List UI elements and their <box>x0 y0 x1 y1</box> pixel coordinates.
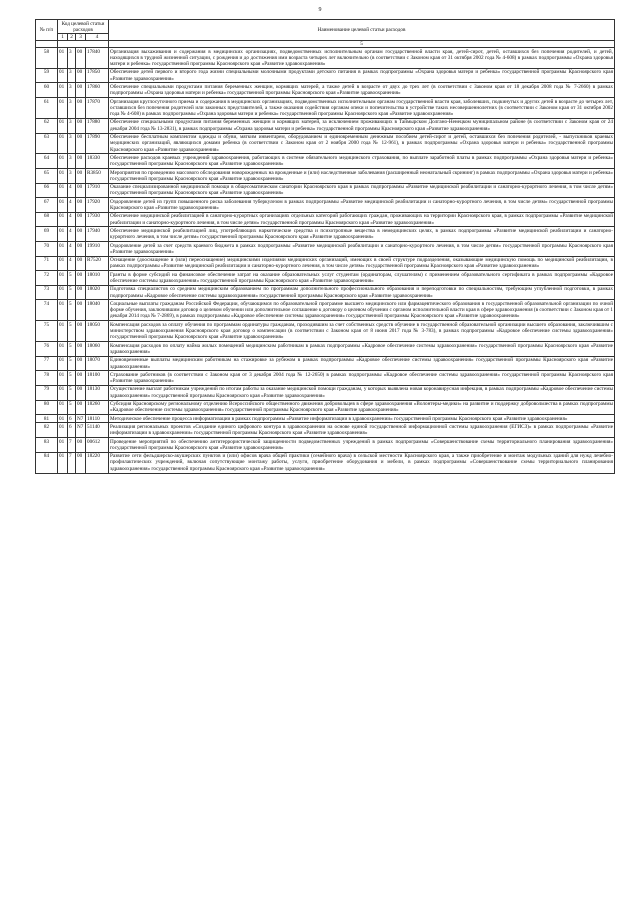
code-direction: 00 <box>76 48 86 69</box>
code-item: 17840 <box>86 48 109 69</box>
code-subprogram: 5 <box>68 385 76 400</box>
code-program: 01 <box>58 118 68 133</box>
code-direction: 00 <box>76 400 86 415</box>
code-subprogram: 3 <box>68 118 76 133</box>
row-number: 58 <box>36 48 58 69</box>
table-row <box>36 415 615 423</box>
col-number-1: 1 <box>58 34 68 41</box>
table-header-row <box>36 20 615 34</box>
row-number: 61 <box>36 98 58 119</box>
col-number-3: 3 <box>76 34 86 41</box>
table-row <box>36 98 615 119</box>
table-row <box>36 438 615 453</box>
code-program: 01 <box>58 321 68 342</box>
row-description: Социальные выплаты гражданам Российской Федерации, обучающимся по образовательной программе высшего медицинского или фармацевтического образования в государственной образовательной организации по очной форме обучения, заключившим договор о целевом обучении или дополнительное соглашение к договору о целевом обучении с органом исполнительной власти края в сфере здравоохранения (в соответствии с Законом края от 1 декабря 2014 года № 7-2869), в рамках подпрограммы «Кадровое обеспечение системы здравоохранения» государственной программы Красноярского края «Развитие здравоохранения» <box>110 300 613 320</box>
code-direction: 00 <box>76 285 86 300</box>
code-program: 01 <box>58 133 68 154</box>
table-row <box>36 133 615 154</box>
table-row <box>36 83 615 98</box>
code-item: 17930 <box>86 212 109 227</box>
header-number: № п/п <box>36 20 58 41</box>
code-program: 01 <box>58 256 68 271</box>
row-number: 73 <box>36 285 58 300</box>
code-subprogram: 3 <box>68 98 76 119</box>
row-number: 84 <box>36 452 58 473</box>
row-number: 69 <box>36 227 58 242</box>
col-number-4: 4 <box>86 34 109 41</box>
code-program: 01 <box>58 385 68 400</box>
table-column-number-row <box>36 41 615 48</box>
code-program: 01 <box>58 438 68 453</box>
code-item: R7520 <box>86 256 109 271</box>
budget-classification-table <box>35 19 615 474</box>
code-direction: 00 <box>76 183 86 198</box>
code-program: 01 <box>58 415 68 423</box>
row-description: Обеспечение медицинской реабилитацией в санаторно-курортных организациях отдельных категорий работающих граждан, проживающих на территории Красноярского края, в рамках подпрограммы «Развитие медицинской реабилитации и санаторно-курортного лечения, в том числе детям» государственной программы Красноярского края «Развитие здравоохранения» <box>110 213 613 226</box>
code-direction: N7 <box>76 423 86 438</box>
table-row <box>36 212 615 227</box>
code-program: 01 <box>58 183 68 198</box>
table-row <box>36 400 615 415</box>
table-row <box>36 321 615 342</box>
code-item: 18220 <box>86 452 109 473</box>
row-number: 74 <box>36 300 58 321</box>
code-subprogram: 4 <box>68 227 76 242</box>
code-program: 01 <box>58 48 68 69</box>
code-item: 18330 <box>86 154 109 169</box>
code-item: 17940 <box>86 227 109 242</box>
code-item: 17850 <box>86 68 109 83</box>
code-subprogram: 7 <box>68 438 76 453</box>
code-subprogram: 6 <box>68 423 76 438</box>
row-number: 59 <box>36 68 58 83</box>
row-number: 81 <box>36 415 58 423</box>
code-subprogram: 3 <box>68 154 76 169</box>
row-description: Методическое обеспечение процесса информатизации в рамках подпрограммы «Развитие информатизации в здравоохранении» государственной программы Красноярского края «Развитие здравоохранения» <box>109 415 615 423</box>
row-description: Обеспечение расходов краевых учреждений здравоохранения, работающих в системе обязательного медицинского страхования, по выплате заработной платы в рамках подпрограммы «Охрана здоровья матери и ребенка» государственной программы Красноярского края «Развитие здравоохранения» <box>110 154 613 168</box>
row-description: Обеспечение медицинской реабилитацией лиц, употребляющих наркотические средства и психотропные вещества в немедицинских целях, в рамках подпрограммы «Развитие медицинской реабилитации и санаторно-курортного лечения, в том числе детям» государственной программы Красноярского края «Развитие здравоохранения» <box>110 227 613 241</box>
code-direction: 00 <box>76 342 86 357</box>
row-number: 79 <box>36 385 58 400</box>
code-item: 19910 <box>86 242 109 257</box>
header-name: Наименование целевой статьи расходов <box>109 20 615 41</box>
row-number: 75 <box>36 321 58 342</box>
code-program: 01 <box>58 423 68 438</box>
code-program: 01 <box>58 242 68 257</box>
code-item: 18130 <box>86 385 109 400</box>
code-item: 00612 <box>86 438 109 453</box>
code-subprogram: 5 <box>68 400 76 415</box>
code-direction: 00 <box>76 198 86 213</box>
code-direction: 00 <box>76 118 86 133</box>
code-direction: 00 <box>76 452 86 473</box>
row-description: Компенсация расходов за оплату обучения по программам ординатуры гражданам, проходившим за счет собственных средств обучение в государственной образовательной организации высшего образования, заключившим с министерством здравоохранения Красноярского края договор о компенсации (в соответствии с Законом края от 8 июня 2017 года № 3-783), в рамках подпрограммы «Кадровое обеспечение системы здравоохранения» государственной программы Красноярского края «Развитие здравоохранения» <box>110 321 613 341</box>
code-item: 18070 <box>86 356 109 371</box>
code-item: 18050 <box>86 321 109 342</box>
code-program: 01 <box>58 452 68 473</box>
row-number: 78 <box>36 371 58 386</box>
code-program: 01 <box>58 300 68 321</box>
row-description: Развитие сети фельдшерско-акушерских пунктов и (или) офисов врача общей практики (семейного врача) в сельской местности Красноярского края, а также приобретение и монтаж модульных зданий для нужд лечебно-профилактических учреждений, включая сопутствующие монтажу работы, услуги, приобретение оборудования и мебели, в рамках подпрограммы «Совершенствование схемы территориального планирования здравоохранения» государственной программы Красноярского края «Развитие здравоохранения» <box>110 453 613 472</box>
code-direction: 00 <box>76 256 86 271</box>
code-program: 01 <box>58 169 68 184</box>
code-item: 18060 <box>86 342 109 357</box>
code-program: 01 <box>58 342 68 357</box>
row-number: 66 <box>36 183 58 198</box>
code-subprogram: 4 <box>68 212 76 227</box>
table-row <box>36 342 615 357</box>
code-subprogram: 5 <box>68 371 76 386</box>
row-description: Обеспечение детей первого и второго года жизни специальными молочными продуктами детского питания в рамках подпрограммы «Охрана здоровья матери и ребенка» государственной программы Красноярского края «Развитие здравоохранения» <box>110 69 613 82</box>
code-item: 18010 <box>86 271 109 286</box>
row-number: 63 <box>36 133 58 154</box>
row-number: 70 <box>36 242 58 257</box>
code-program: 01 <box>58 271 68 286</box>
code-item: 17870 <box>86 98 109 119</box>
table-row <box>36 356 615 371</box>
code-subprogram: 3 <box>68 48 76 69</box>
row-number: 83 <box>36 438 58 453</box>
table-row <box>36 183 615 198</box>
code-direction: 00 <box>76 271 86 286</box>
table-row <box>36 452 615 473</box>
code-subprogram: 4 <box>68 183 76 198</box>
header-code: Код целевой статьи расходов <box>58 20 109 34</box>
code-subprogram: 5 <box>68 342 76 357</box>
code-direction: 00 <box>76 154 86 169</box>
row-description: Реализация региональных проектов «Создание единого цифрового контура в здравоохранении на основе единой государственной информационной системы здравоохранения (ЕГИСЗ)» в рамках подпрограммы «Развитие информатизации в здравоохранении» государственной программы Красноярского края «Развитие здравоохранения» <box>110 423 613 437</box>
table-body <box>36 48 615 474</box>
code-program: 01 <box>58 198 68 213</box>
row-description: Проведение мероприятий по обеспечению антитеррористической защищенности подведомственных учреждений в рамках подпрограммы «Совершенствование схемы территориального планирования здравоохранения» государственной программы Красноярского края «Развитие здравоохранения» <box>110 438 613 451</box>
row-description: Организация круглосуточного приема и содержания в медицинских организациях, подведомственных исполнительным органам государственной власти края, заболевших, подкинутых и других детей в возрасте до четырех лет, оставшихся без попечения родителей или законных представителей, а также оказания содействия органам опеки и попечительства в устройстве таких несовершеннолетних (в соответствии с Законом края от 31 октября 2002 года № 4-608) в рамках подпрограммы «Охрана здоровья матери и ребенка» государственной программы Красноярского края «Развитие здравоохранения» <box>110 98 613 118</box>
code-program: 01 <box>58 400 68 415</box>
row-number: 60 <box>36 83 58 98</box>
row-description: Оказание специализированной медицинской помощи в общесоматическом санатории Красноярского края в рамках подпрограммы «Развитие медицинской реабилитации и санаторно-курортного лечения, в том числе детям» государственной программы Красноярского края «Развитие здравоохранения» <box>110 184 613 197</box>
code-subprogram: 5 <box>68 271 76 286</box>
table-row <box>36 300 615 321</box>
row-number: 65 <box>36 169 58 184</box>
code-program: 01 <box>58 356 68 371</box>
row-number: 64 <box>36 154 58 169</box>
table-row <box>36 371 615 386</box>
row-description: Обеспечение специальными продуктами питания беременных женщин и кормящих матерей, за исключением проживающих в Таймырском Долгано-Ненецком муниципальном районе (в соответствии с Законом края от 24 декабря 2004 года № 13-2831), в рамках подпрограммы «Охрана здоровья матери и ребенка» государственной программы Красноярского края «Развитие здравоохранения» <box>110 119 613 132</box>
col-number-blank <box>36 41 58 48</box>
code-direction: 00 <box>76 68 86 83</box>
page-number: 9 <box>318 7 322 13</box>
row-number: 80 <box>36 400 58 415</box>
code-program: 01 <box>58 154 68 169</box>
row-description: Подготовка специалистов со средним медицинским образованием по программам дополнительного профессионального образования и переподготовки по специальностям, требующим углубленной подготовки, в рамках подпрограммы «Кадровое обеспечение системы здравоохранения» государственной программы Красноярского края «Развитие здравоохранения» <box>110 286 613 299</box>
row-number: 76 <box>36 342 58 357</box>
row-number: 77 <box>36 356 58 371</box>
code-item: 18100 <box>86 371 109 386</box>
row-description: Оздоровление детей из групп повышенного риска заболевания туберкулезом в рамках подпрограммы «Развитие медицинской реабилитации и санаторно-курортного лечения, в том числе детям» государственной программы Красноярского края «Развитие здравоохранения» <box>110 198 613 212</box>
code-subprogram: 4 <box>68 198 76 213</box>
col-number-blank-span <box>58 41 109 48</box>
code-program: 01 <box>58 227 68 242</box>
code-subprogram: 5 <box>68 300 76 321</box>
code-direction: 00 <box>76 356 86 371</box>
code-subprogram: 5 <box>68 356 76 371</box>
code-program: 01 <box>58 98 68 119</box>
code-item: 17890 <box>86 133 109 154</box>
row-number: 62 <box>36 118 58 133</box>
code-subprogram: 5 <box>68 285 76 300</box>
code-program: 01 <box>58 285 68 300</box>
row-description: Осуществление выплат работникам учреждений по итогам работы за оказание медицинской помощи гражданам, у которых выявлена новая коронавирусная инфекция, в рамках подпрограммы «Кадровое обеспечение системы здравоохранения» государственной программы Красноярского края «Развитие здравоохранения» <box>110 386 613 399</box>
table-row <box>36 227 615 242</box>
table-row <box>36 242 615 257</box>
code-direction: 00 <box>76 227 86 242</box>
code-direction: 00 <box>76 242 86 257</box>
code-program: 01 <box>58 68 68 83</box>
row-number: 68 <box>36 212 58 227</box>
code-direction: 00 <box>76 133 86 154</box>
row-description: Единовременные выплаты медицинским работникам на стажировке за рубежом в рамках подпрограммы «Кадровое обеспечение системы здравоохранения» государственной программы Красноярского края «Развитие здравоохранения» <box>110 357 613 370</box>
code-subprogram: 3 <box>68 68 76 83</box>
table-row <box>36 198 615 213</box>
code-subprogram: 6 <box>68 415 76 423</box>
code-direction: 00 <box>76 83 86 98</box>
row-description: Обеспечение бесплатным комплектом одежды и обуви, мягким инвентарем, оборудованием и единовременным денежным пособием детей-сирот и детей, оставшихся без попечения родителей, - выпускников краевых медицинских организаций, являющихся домами ребенка (в соответствии с Законом края от 2 ноября 2000 года № 12-961), в рамках подпрограммы «Охрана здоровья матери и ребенка» государственной программы Красноярского края «Развитие здравоохранения» <box>110 134 613 153</box>
code-direction: 00 <box>76 169 86 184</box>
code-subprogram: 7 <box>68 452 76 473</box>
row-description: Обеспечение специальными продуктами питания беременных женщин, кормящих матерей, а также детей в возрасте от двух до трех лет (в соответствии с Законом края от 18 декабря 2008 года № 7-2660) в рамках подпрограммы «Охрана здоровья матери и ребенка» государственной программы Красноярского края «Развитие здравоохранения» <box>110 83 613 97</box>
table-row <box>36 271 615 286</box>
table-row <box>36 118 615 133</box>
row-description: Гранты в форме субсидий на финансовое обеспечение затрат на оказание образовательных услуг студентам (ординаторам, слушателям) с применением образовательного сертификата в рамках подпрограммы «Кадровое обеспечение системы здравоохранения» государственной программы Красноярского края «Развитие здравоохранения» <box>110 271 613 284</box>
code-direction: 00 <box>76 321 86 342</box>
row-description: Оснащение (дооснащение и (или) переоснащение) медицинскими изделиями медицинских организаций, имеющих в своей структуре подразделения, оказывающие медицинскую помощь по медицинской реабилитации, в рамках подпрограммы «Развитие медицинской реабилитации и санаторно-курортного лечения, в том числе детям» государственной программы Красноярского края «Развитие здравоохранения» <box>110 257 613 270</box>
code-subprogram: 4 <box>68 242 76 257</box>
row-description: Страхование работников (в соответствии с Законом края от 3 декабря 2004 года № 12-2650) в рамках подпрограммы «Кадровое обеспечение системы здравоохранения» государственной программы Красноярского края «Развитие здравоохранения» <box>110 371 613 385</box>
code-item: 18040 <box>86 300 109 321</box>
row-number: 82 <box>36 423 58 438</box>
table-row <box>36 385 615 400</box>
code-program: 01 <box>58 212 68 227</box>
code-item: R3850 <box>86 169 109 184</box>
code-subprogram: 3 <box>68 169 76 184</box>
table-row <box>36 423 615 438</box>
code-subprogram: 3 <box>68 83 76 98</box>
code-item: 18260 <box>86 400 109 415</box>
code-program: 01 <box>58 371 68 386</box>
row-number: 72 <box>36 271 58 286</box>
code-item: 17880 <box>86 118 109 133</box>
code-item: 18020 <box>86 285 109 300</box>
row-description: Компенсация расходов по оплату найма жилых помещений медицинским работникам в рамках подпрограммы «Кадровое обеспечение системы здравоохранения» государственной программы Красноярского края «Развитие здравоохранения» <box>110 342 613 355</box>
code-direction: 00 <box>76 371 86 386</box>
table-row <box>36 256 615 271</box>
code-direction: 00 <box>76 98 86 119</box>
code-item: 18110 <box>86 415 109 423</box>
row-description: Субсидия Красноярскому региональному отделению Всероссийского общественного движения добровольцев в сфере здравоохранения «Волонтеры-медики» на развитие и поддержку добровольчества в рамках подпрограммы «Кадровое обеспечение системы здравоохранения» государственной программы Красноярского края «Развитие здравоохранения» <box>110 401 613 414</box>
row-description: Мероприятия по проведению массового обследования новорожденных на врожденные и (или) наследственные заболевания (расширенный неонатальный скрининг) в рамках подпрограммы «Охрана здоровья матери и ребенка» государственной программы Красноярского края «Развитие здравоохранения» <box>110 169 613 182</box>
code-direction: 00 <box>76 212 86 227</box>
col-number-2: 2 <box>68 34 76 41</box>
code-direction: 00 <box>76 385 86 400</box>
code-subprogram: 3 <box>68 133 76 154</box>
code-item: 51140 <box>86 423 109 438</box>
row-number: 71 <box>36 256 58 271</box>
code-direction: 00 <box>76 438 86 453</box>
row-number: 67 <box>36 198 58 213</box>
table-row <box>36 68 615 83</box>
code-direction: 00 <box>76 300 86 321</box>
code-subprogram: 4 <box>68 256 76 271</box>
code-item: 17910 <box>86 183 109 198</box>
row-description: Оздоровление детей за счет средств краевого бюджета в рамках подпрограммы «Развитие медицинской реабилитации и санаторно-курортного лечения, в том числе детям» государственной программы Красноярского края «Развитие здравоохранения» <box>110 242 613 255</box>
table-row <box>36 48 615 69</box>
code-subprogram: 5 <box>68 321 76 342</box>
table-row <box>36 169 615 184</box>
code-program: 01 <box>58 83 68 98</box>
col-number-5: 5 <box>109 41 615 48</box>
code-item: 17860 <box>86 83 109 98</box>
table-row <box>36 285 615 300</box>
code-direction: N7 <box>76 415 86 423</box>
code-item: 17920 <box>86 198 109 213</box>
row-description: Организация выхаживания и содержания в медицинских организациях, подведомственных исполнительным органам государственной власти края, детей-сирот, детей, оставшихся без попечения родителей, и детей, находящихся в трудной жизненной ситуации, с рождения и до достижения ими возраста четырех лет включительно (в соответствии с Законом края от 31 октября 2002 года № 4-608) в рамках подпрограммы «Охрана здоровья матери и ребенка» государственной программы Красноярского края «Развитие здравоохранения» <box>110 48 613 68</box>
table-row <box>36 154 615 169</box>
